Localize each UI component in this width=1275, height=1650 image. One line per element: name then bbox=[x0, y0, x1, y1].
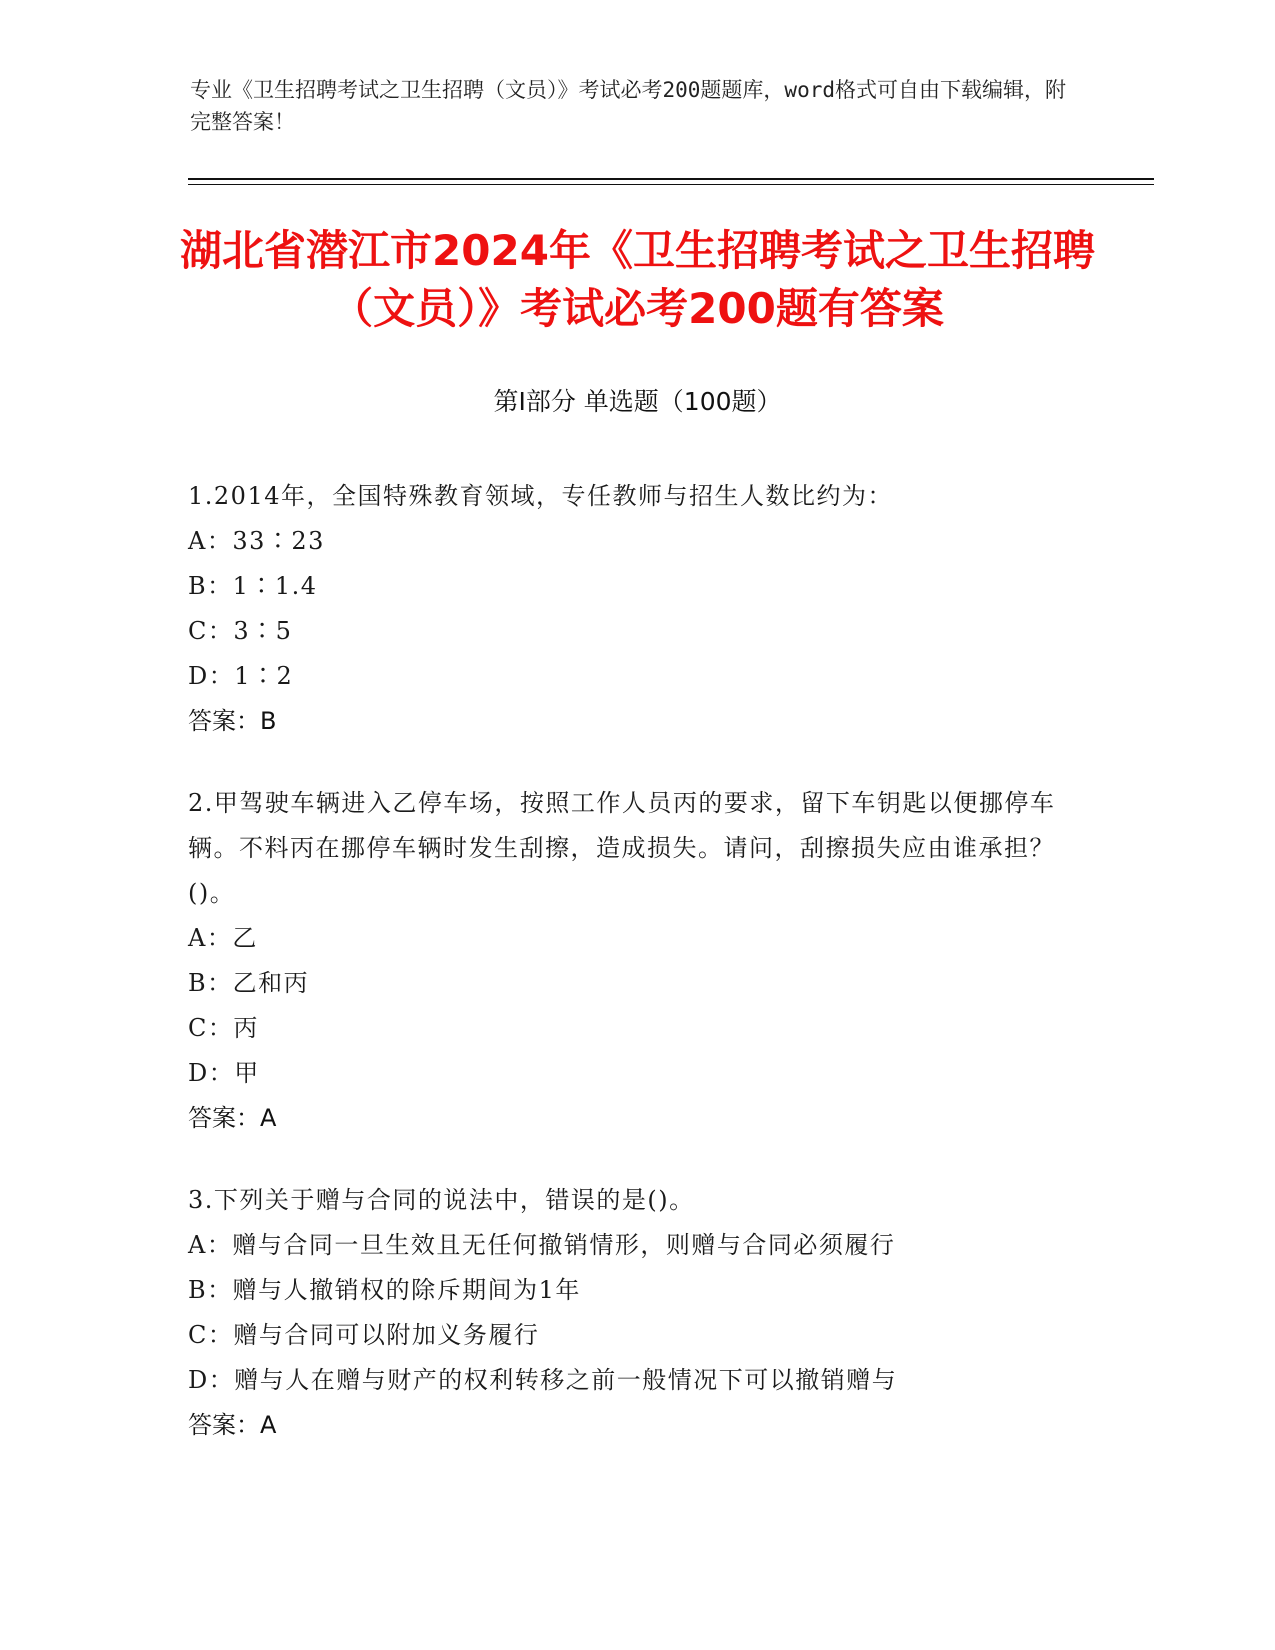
option-b: B：赠与人撤销权的除斥期间为1年 bbox=[188, 1276, 581, 1304]
option-a: A：乙 bbox=[188, 924, 258, 952]
option-a: A：33∶23 bbox=[188, 527, 325, 555]
answer: 答案：A bbox=[188, 1104, 277, 1132]
header-rule-thick bbox=[188, 178, 1154, 180]
answer: 答案：B bbox=[188, 707, 277, 735]
question-3 bbox=[188, 1178, 1068, 1448]
question-list bbox=[188, 474, 1068, 1485]
document-title: 湖北省潜江市2024年《卫生招聘考试之卫生招聘（文员）》考试必考200题有答案 bbox=[180, 226, 1095, 333]
question-stem: 1.2014年，全国特殊教育领域，专任教师与招生人数比约为： bbox=[188, 482, 893, 510]
answer: 答案：A bbox=[188, 1411, 277, 1439]
question-2 bbox=[188, 781, 1068, 1141]
option-c: C：赠与合同可以附加义务履行 bbox=[188, 1321, 540, 1349]
question-1 bbox=[188, 474, 1068, 744]
option-b: B：1∶1.4 bbox=[188, 572, 318, 600]
header-note: 专业《卫生招聘考试之卫生招聘（文员）》考试必考200题题库，word格式可自由下载编辑，附完整答案！ bbox=[190, 78, 1066, 134]
option-b: B：乙和丙 bbox=[188, 969, 310, 997]
section-title: 第Ⅰ部分 单选题（100题） bbox=[493, 387, 782, 416]
option-d: D：1∶2 bbox=[188, 662, 294, 690]
question-stem: 3.下列关于赠与合同的说法中，错误的是()。 bbox=[188, 1186, 695, 1214]
option-d: D：赠与人在赠与财产的权利转移之前一般情况下可以撤销赠与 bbox=[188, 1366, 898, 1394]
option-c: C：3∶5 bbox=[188, 617, 293, 645]
option-d: D：甲 bbox=[188, 1059, 260, 1087]
header-rule-thin bbox=[188, 184, 1154, 185]
option-a: A：赠与合同一旦生效且无任何撤销情形，则赠与合同必须履行 bbox=[188, 1231, 896, 1259]
option-c: C：丙 bbox=[188, 1014, 259, 1042]
question-stem: 2.甲驾驶车辆进入乙停车场，按照工作人员丙的要求，留下车钥匙以便挪停车辆。不料丙在挪停车辆时发生刮擦，造成损失。请问，刮擦损失应由谁承担？()。 bbox=[188, 789, 1056, 907]
